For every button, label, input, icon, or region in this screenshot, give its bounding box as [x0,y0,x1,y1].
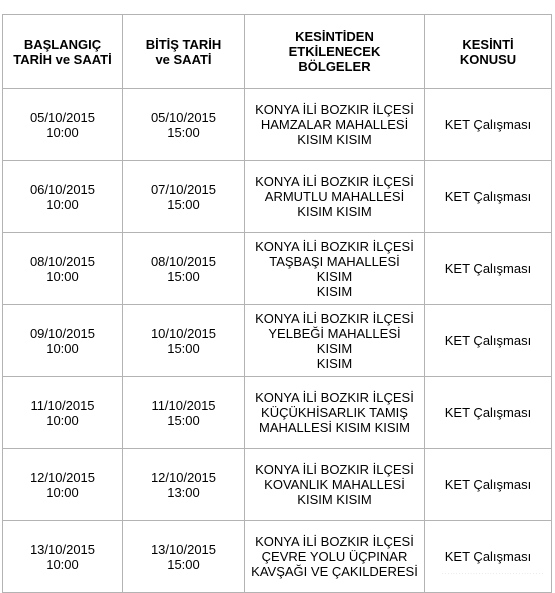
outage-schedule-table [2,14,552,593]
cell-start-datetime: 11/10/2015 10:00 [3,377,123,449]
cell-affected-region: KONYA İLİ BOZKIR İLÇESİ KÜÇÜKHİSARLIK TAMIŞ MAHALLESİ KISIM KISIM [245,377,425,449]
table-row [3,449,552,521]
cell-affected-region: KONYA İLİ BOZKIR İLÇESİ YELBEĞİ MAHALLESİ KISIM KISIM [245,305,425,377]
table-row [3,161,552,233]
cell-start-datetime: 05/10/2015 10:00 [3,89,123,161]
header-affected-regions: KESİNTİDEN ETKİLENECEK BÖLGELER [245,15,425,89]
cell-end-datetime: 10/10/2015 15:00 [123,305,245,377]
cell-outage-subject: KET Çalışması [425,161,552,233]
header-end-datetime: BİTİŞ TARİH ve SAATİ [123,15,245,89]
cell-start-datetime: 13/10/2015 10:00 [3,521,123,593]
table-row [3,521,552,593]
cell-outage-subject: KET Çalışması [425,89,552,161]
cell-outage-subject: KET Çalışması [425,449,552,521]
header-outage-subject: KESİNTİ KONUSU [425,15,552,89]
cell-start-datetime: 06/10/2015 10:00 [3,161,123,233]
cell-start-datetime: 09/10/2015 10:00 [3,305,123,377]
cell-affected-region: KONYA İLİ BOZKIR İLÇESİ ÇEVRE YOLU ÜÇPINAR KAVŞAĞI VE ÇAKILDERESİ [245,521,425,593]
table-row [3,377,552,449]
cell-affected-region: KONYA İLİ BOZKIR İLÇESİ TAŞBAŞI MAHALLESİ KISIM KISIM [245,233,425,305]
cell-end-datetime: 05/10/2015 15:00 [123,89,245,161]
cell-outage-subject: KET Çalışması [425,521,552,593]
page-footer-fineprint: · · · · · · · · · · · · · · · · · · · · · · · · · · · · · · · · · · · · [441,571,543,576]
table-row [3,89,552,161]
cell-affected-region: KONYA İLİ BOZKIR İLÇESİ KOVANLIK MAHALLESİ KISIM KISIM [245,449,425,521]
cell-affected-region: KONYA İLİ BOZKIR İLÇESİ ARMUTLU MAHALLESİ KISIM KISIM [245,161,425,233]
cell-end-datetime: 08/10/2015 15:00 [123,233,245,305]
cell-affected-region: KONYA İLİ BOZKIR İLÇESİ HAMZALAR MAHALLESİ KISIM KISIM [245,89,425,161]
header-start-datetime: BAŞLANGIÇ TARİH ve SAATİ [3,15,123,89]
cell-end-datetime: 11/10/2015 15:00 [123,377,245,449]
cell-outage-subject: KET Çalışması [425,233,552,305]
cell-outage-subject: KET Çalışması [425,305,552,377]
table-row [3,305,552,377]
table-header-row [3,15,552,89]
cell-start-datetime: 12/10/2015 10:00 [3,449,123,521]
cell-end-datetime: 12/10/2015 13:00 [123,449,245,521]
cell-start-datetime: 08/10/2015 10:00 [3,233,123,305]
cell-end-datetime: 07/10/2015 15:00 [123,161,245,233]
table-row [3,233,552,305]
cell-outage-subject: KET Çalışması [425,377,552,449]
cell-end-datetime: 13/10/2015 15:00 [123,521,245,593]
